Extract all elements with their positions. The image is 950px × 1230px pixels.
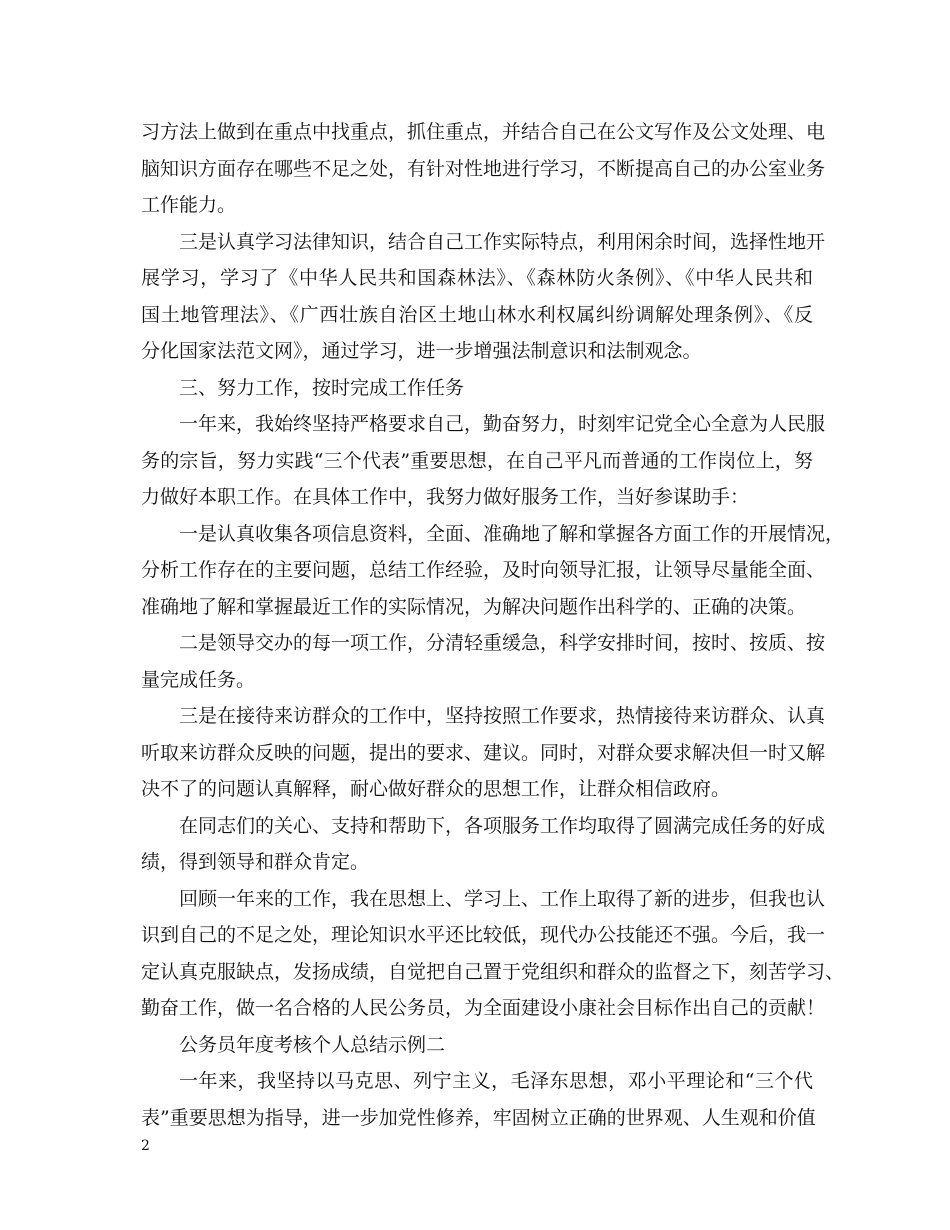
- page-number: 2: [141, 1138, 150, 1154]
- text-line: 三是在接待来访群众的工作中，坚持按照工作要求，热情接待来访群众、认真: [179, 705, 826, 727]
- text-line: 勤奋工作，做一名合格的人民公务员，为全面建设小康社会目标作出自己的贡献！: [141, 997, 826, 1019]
- text-line: 决不了的问题认真解释，耐心做好群众的思想工作，让群众相信政府。: [141, 778, 731, 800]
- document-body: [141, 114, 845, 1136]
- text-line: 务的宗旨，努力实践“三个代表”重要思想，在自己平凡而普通的工作岗位上，努: [141, 449, 813, 472]
- text-line: 回顾一年来的工作，我在思想上、学习上、工作上取得了新的进步，但我也认: [179, 887, 826, 910]
- text-line: 习方法上做到在重点中找重点，抓住重点，并结合自己在公文写作及公文处理、电: [141, 121, 826, 143]
- text-line: 表”重要思想为指导，进一步加党性修养，牢固树立正确的世界观、人生观和价值: [141, 1106, 816, 1129]
- text-line: 二是领导交办的每一项工作，分清轻重缓急，科学安排时间，按时、按质、按: [179, 632, 826, 654]
- text-line: 三、努力工作，按时完成工作任务: [179, 376, 465, 399]
- text-line: 量完成任务。: [141, 668, 256, 691]
- text-line: 听取来访群众反映的问题，提出的要求、建议。同时，对群众要求解决但一时又解: [141, 741, 826, 764]
- text-line: 定认真克服缺点，发扬成绩，自觉把自己置于党组织和群众的监督之下，刻苦学习、: [141, 960, 845, 983]
- text-line: 一年来，我坚持以马克思、列宁主义，毛泽东思想，邓小平理论和“三个代: [179, 1070, 813, 1092]
- text-line: 分化国家法范文网》，通过学习，进一步增强法制意识和法制观念。: [141, 340, 702, 362]
- text-line: 力做好本职工作。在具体工作中，我努力做好服务工作，当好参谋助手：: [141, 486, 750, 508]
- text-line: 识到自己的不足之处，理论知识水平还比较低，现代办公技能还不强。今后，我一: [141, 924, 826, 946]
- text-line: 公务员年度考核个人总结示例二: [179, 1033, 446, 1056]
- text-line: 工作能力。: [141, 194, 237, 216]
- text-line: 国土地管理法》、《广西壮族自治区土地山林水利权属纠纷调解处理条例》、《反: [141, 303, 813, 326]
- text-line: 脑知识方面存在哪些不足之处，有针对性地进行学习，不断提高自己的办公室业务: [141, 157, 826, 180]
- text-line: 分析工作存在的主要问题，总结工作经验，及时向领导汇报，让领导尽量能全面、: [141, 559, 826, 581]
- text-line: 在同志们的关心、支持和帮助下，各项服务工作均取得了圆满完成任务的好成: [179, 814, 826, 837]
- text-line: 三是认真学习法律知识，结合自己工作实际特点，利用闲余时间，选择性地开: [179, 230, 826, 253]
- text-line: 一是认真收集各项信息资料，全面、准确地了解和掌握各方面工作的开展情况，: [179, 522, 845, 545]
- text-line: 一年来，我始终坚持严格要求自己，勤奋努力，时刻牢记党全心全意为人民服: [179, 413, 826, 435]
- text-line: 绩，得到领导和群众肯定。: [141, 851, 370, 873]
- text-line: 展学习，学习了《中华人民共和国森林法》、《森林防火条例》、《中华人民共和: [141, 267, 813, 289]
- text-line: 准确地了解和掌握最近工作的实际情况，为解决问题作出科学的、正确的决策。: [141, 595, 807, 618]
